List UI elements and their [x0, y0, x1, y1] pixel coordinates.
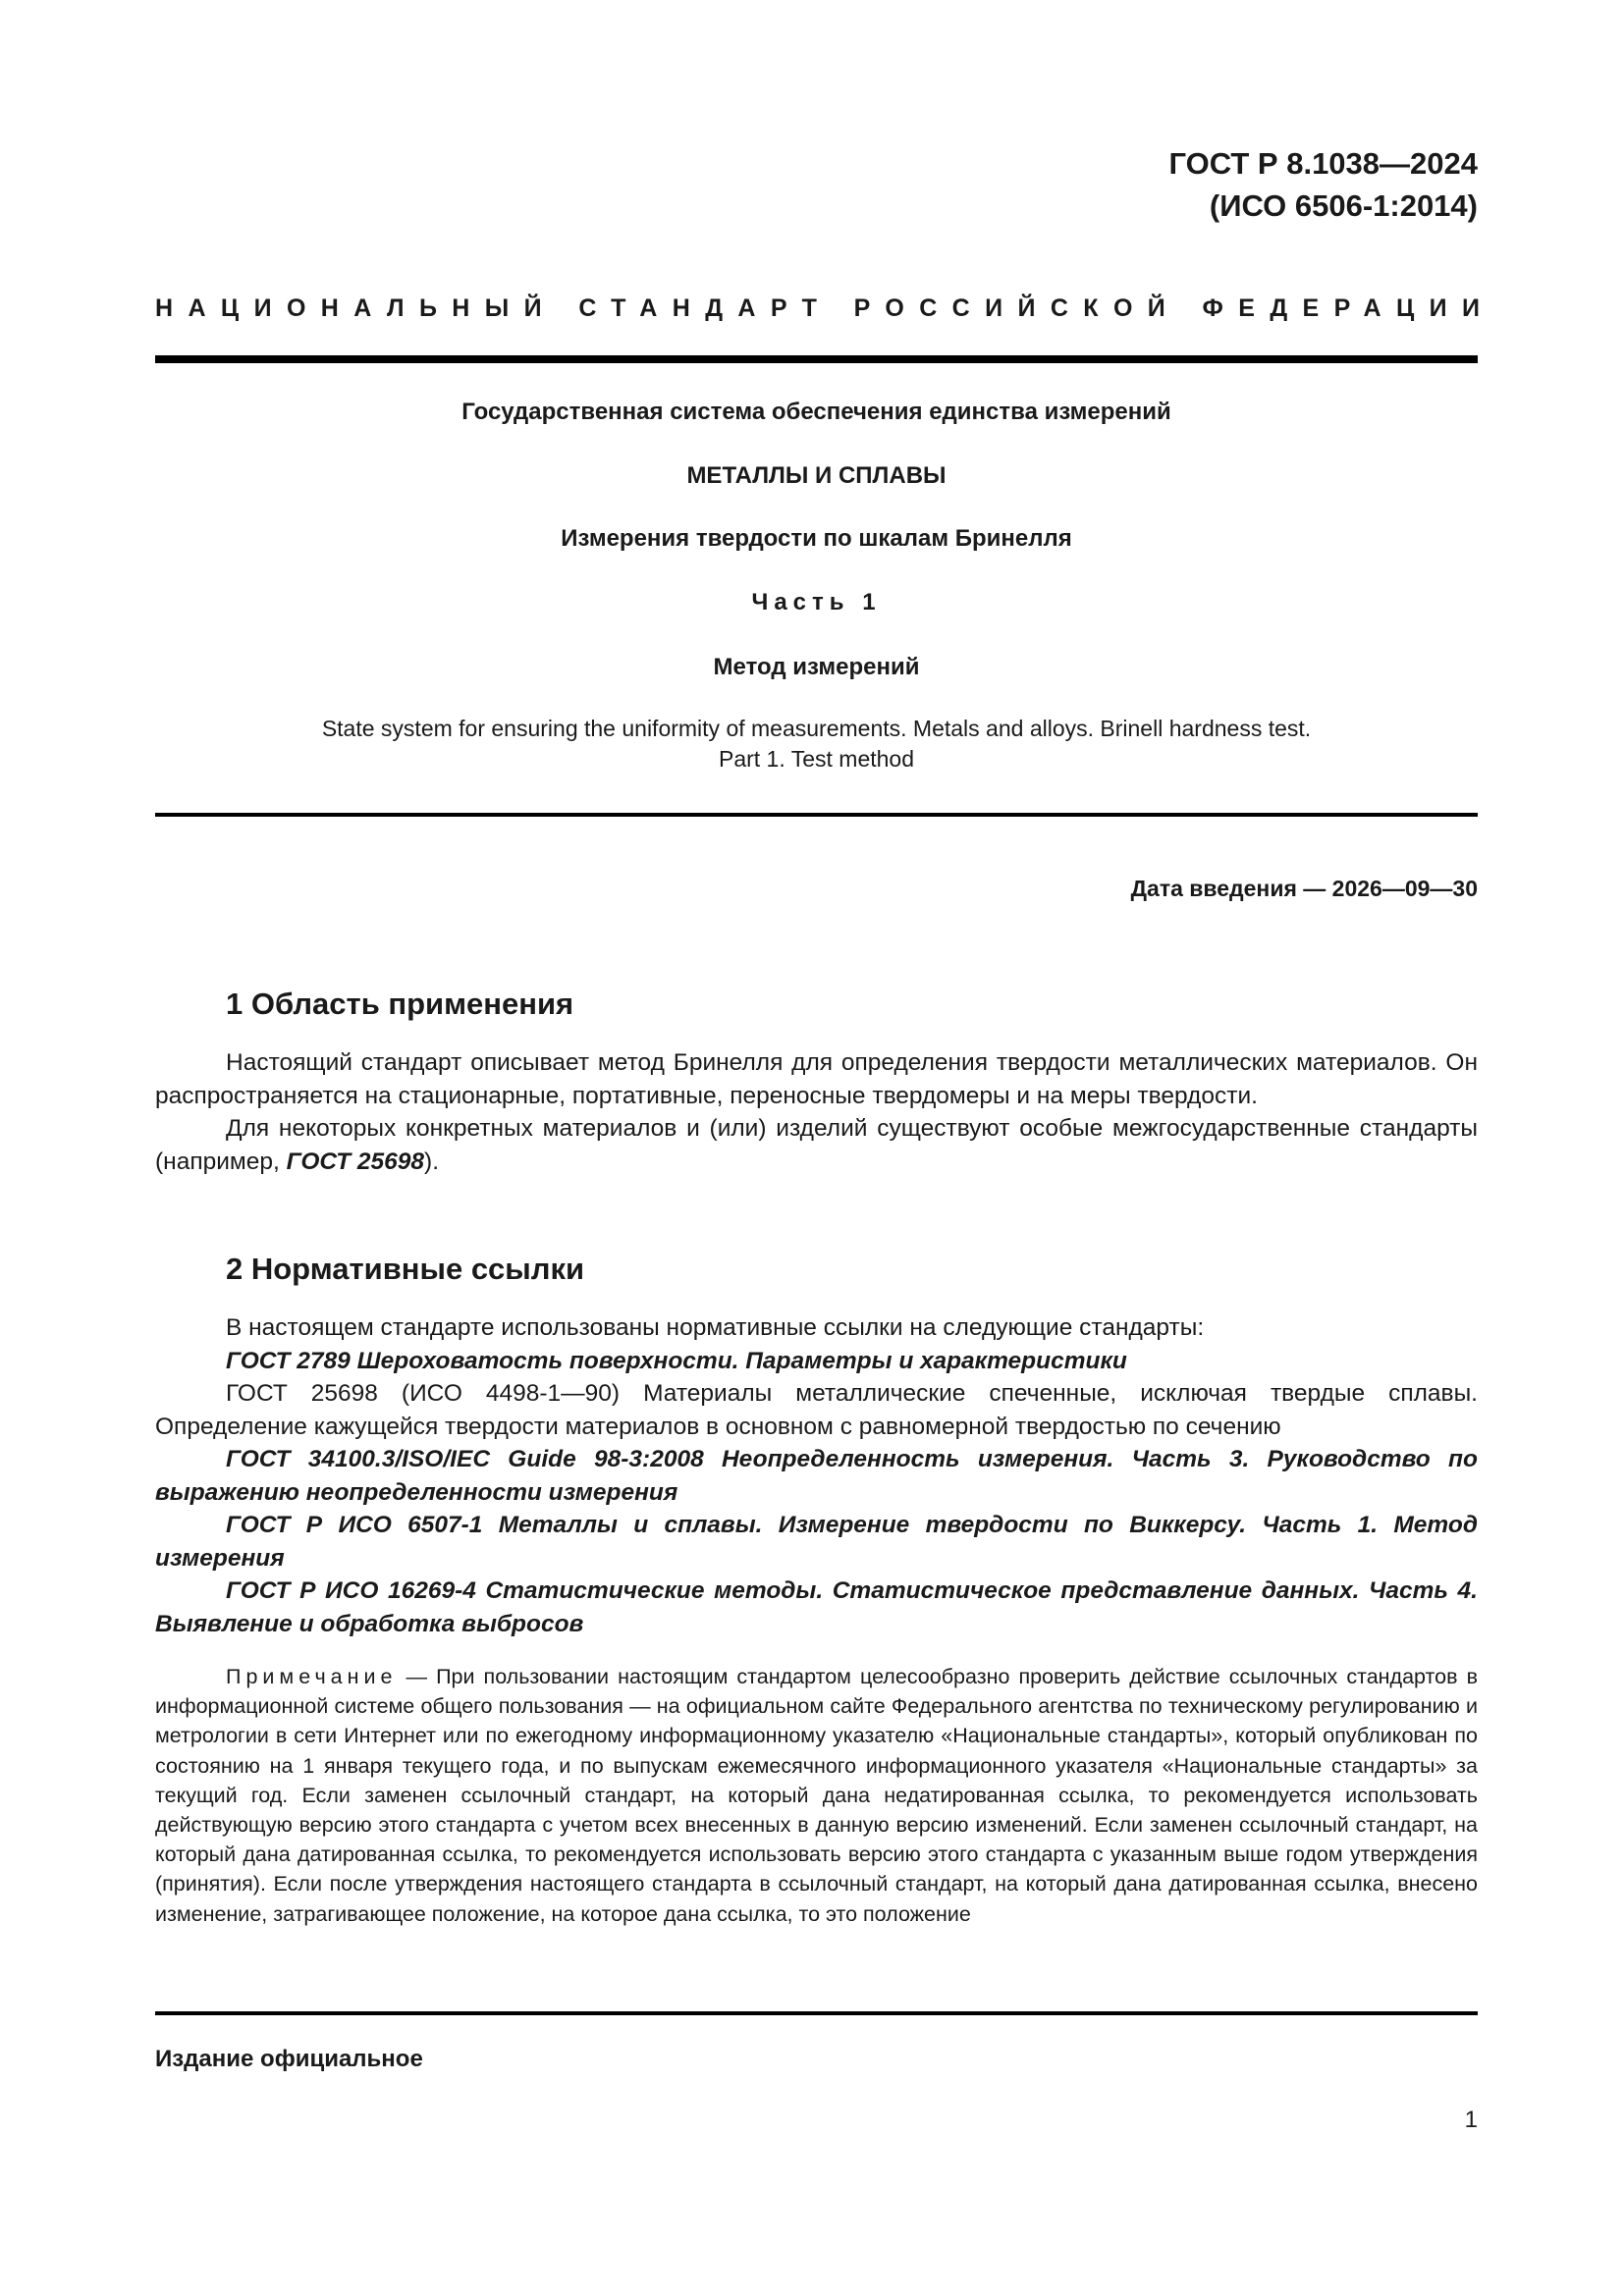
- system-title: Государственная система обеспечения единства измерений: [461, 399, 1171, 425]
- section-1-paragraph: [155, 1112, 1478, 1178]
- main-title: МЕТАЛЛЫ И СПЛАВЫ: [686, 462, 947, 489]
- title-rule: [155, 813, 1478, 817]
- note-label: Примечание: [226, 1665, 398, 1688]
- edition-label: Издание официальное: [155, 2046, 423, 2072]
- part-title: Часть 1: [751, 589, 882, 615]
- reference-item: ГОСТ 34100.3/ISO/IEC Guide 98-3:2008 Неопределенность измерения. Часть 3. Руководство по выражению неопределенности измерения: [155, 1446, 1478, 1506]
- reference-link: ГОСТ 25698: [286, 1148, 425, 1175]
- standard-code: ГОСТ Р 8.1038—2024: [1168, 146, 1478, 181]
- section-2-body: [155, 1311, 1478, 1640]
- english-title-line2: Part 1. Test method: [718, 746, 914, 772]
- reference-item: ГОСТ Р ИСО 6507-1 Металлы и сплавы. Измерение твердости по Виккерсу. Часть 1. Метод измерения: [155, 1512, 1478, 1572]
- note-text: — При пользовании настоящим стандартом целесообразно проверить действие ссылочных стандартов в информационной системе общего пользования — на официальном сайте Федерального агентства по техническому регулированию и метрологии в сети Интернет или по ежегодному информационному указателю «Национальные стандарты», который опубликован по состоянию на 1 января текущего года, и по выпускам ежемесячного информационного указателя «Национальные стандарты» за текущий год. Если заменен ссылочный стандарт, на который дана недатированная ссылка, то рекомендуется использовать действующую версию этого стандарта с учетом всех внесенных в данную версию изменений. Если заменен ссылочный стандарт, на который дана датированная ссылка, то рекомендуется использовать версию этого стандарта с указанным выше годом утверждения (принятия). Если после утверждения настоящего стандарта в ссылочный стандарт, на который дана датированная ссылка, внесено изменение, затрагивающее положение, на которое дана ссылка, то это положение: [155, 1665, 1478, 1926]
- introduction-date: Дата введения — 2026—09—30: [1130, 876, 1478, 901]
- paragraph-text: Для некоторых конкретных материалов и (или) изделий существуют особые межгосударственные стандарты (например,: [155, 1115, 1478, 1175]
- page-number: 1: [1464, 2107, 1478, 2133]
- reference-item: ГОСТ 25698 (ИСО 4498-1—90) Материалы металлические спеченные, исключая твердые сплавы. Определение кажущейся твердости материалов в основном с равномерной твердостью по сечению: [155, 1380, 1478, 1440]
- section-1-paragraph: Настоящий стандарт описывает метод Бринелля для определения твердости металлических материалов. Он распространяется на стационарные, портативные, переносные твердомеры и на меры твердости.: [155, 1049, 1478, 1109]
- section-1-heading: 1 Область применения: [226, 987, 574, 1021]
- method-title: Метод измерений: [713, 654, 920, 680]
- paragraph-text: ).: [424, 1148, 440, 1175]
- subtitle: Измерения твердости по шкалам Бринелля: [561, 525, 1072, 552]
- section-2-intro: В настоящем стандарте использованы нормативные ссылки на следующие стандарты:: [226, 1314, 1205, 1341]
- section-1-body: [155, 1046, 1478, 1178]
- header-rule: [155, 355, 1478, 363]
- note-paragraph: [155, 1662, 1478, 1929]
- national-standard-banner: НАЦИОНАЛЬНЫЙ СТАНДАРТ РОССИЙСКОЙ ФЕДЕРАЦИИ: [155, 294, 1495, 322]
- section-2-heading: 2 Нормативные ссылки: [226, 1252, 585, 1286]
- iso-equivalent-code: (ИСО 6506-1:2014): [1209, 188, 1478, 223]
- reference-item: ГОСТ Р ИСО 16269-4 Статистические методы. Статистическое представление данных. Часть 4. Выявление и обработка выбросов: [155, 1577, 1478, 1637]
- english-title-line1: State system for ensuring the uniformity of measurements. Metals and alloys. Brinell hardness test.: [321, 716, 1312, 741]
- footer-rule: [155, 2011, 1478, 2015]
- reference-item: ГОСТ 2789 Шероховатость поверхности. Параметры и характеристики: [226, 1347, 1127, 1374]
